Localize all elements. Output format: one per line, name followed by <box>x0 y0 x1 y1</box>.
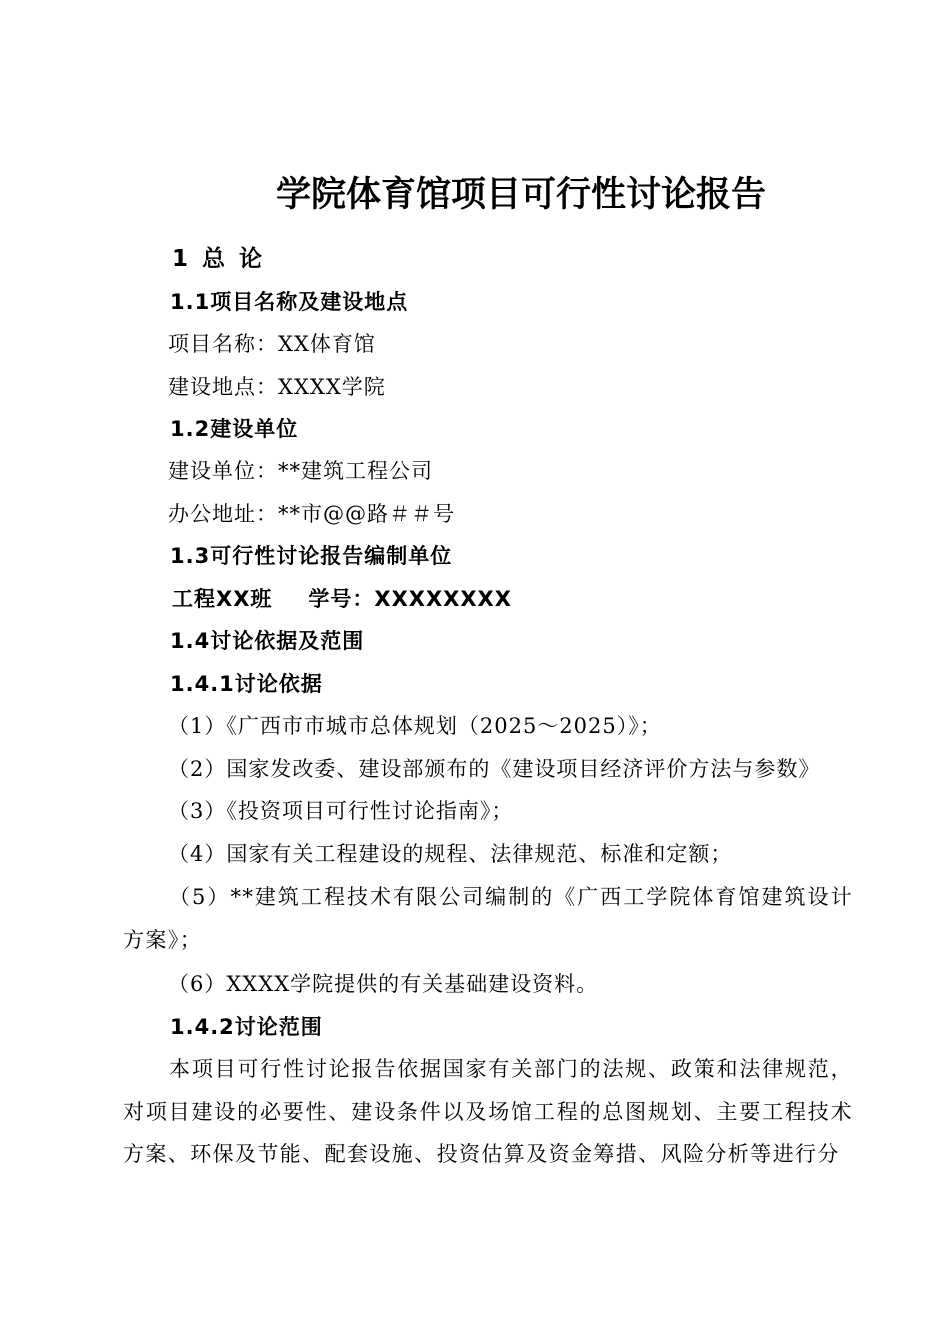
section-heading-1-2: 1.2建设单位 <box>170 417 299 441</box>
office-address-line: 办公地址：**市@@路＃＃号 <box>168 502 455 526</box>
section-heading-1-4-2: 1.4.2讨论范围 <box>170 1015 323 1039</box>
student-id-label: 学号：XXXXXXXX <box>308 587 512 611</box>
section-heading-1-1: 1.1项目名称及建设地点 <box>170 290 409 314</box>
project-name-line: 项目名称：XX体育馆 <box>168 332 376 356</box>
scope-paragraph: 本项目可行性讨论报告依据国家有关部门的法规、政策和法律规范，对项目建设的必要性、建设条件以及场馆工程的总图规划、主要工程技术方案、环保及节能、配套设施、投资估算及资金筹措、风险分析等进行分 <box>123 1057 853 1166</box>
basis-item-5: （5）**建筑工程技术有限公司编制的《广西工学院体育馆建筑设计方案》； <box>123 885 853 952</box>
basis-item-3: （3）《投资项目可行性讨论指南》； <box>168 799 514 823</box>
basis-item-6: （6）XXXX学院提供的有关基础建设资料。 <box>168 972 599 996</box>
section-heading-1-3: 1.3可行性讨论报告编制单位 <box>170 544 453 568</box>
author-line <box>172 584 512 614</box>
class-label: 工程XX班 <box>172 587 273 611</box>
construction-site-line: 建设地点：XXXX学院 <box>168 375 386 399</box>
basis-item-1: （1）《广西市市城市总体规划（2025～2025）》； <box>168 714 662 738</box>
chapter-heading: 1 总 论 <box>172 246 266 272</box>
section-heading-1-4: 1.4讨论依据及范围 <box>170 629 365 653</box>
basis-item-4: （4）国家有关工程建设的规程、法律规范、标准和定额； <box>168 842 733 866</box>
basis-item-2: （2）国家发改委、建设部颁布的《建设项目经济评价方法与参数》 <box>168 757 821 781</box>
document-title: 学院体育馆项目可行性讨论报告 <box>275 175 766 215</box>
construction-unit-line: 建设单位：**建筑工程公司 <box>168 459 433 483</box>
section-heading-1-4-1: 1.4.1讨论依据 <box>170 672 323 696</box>
